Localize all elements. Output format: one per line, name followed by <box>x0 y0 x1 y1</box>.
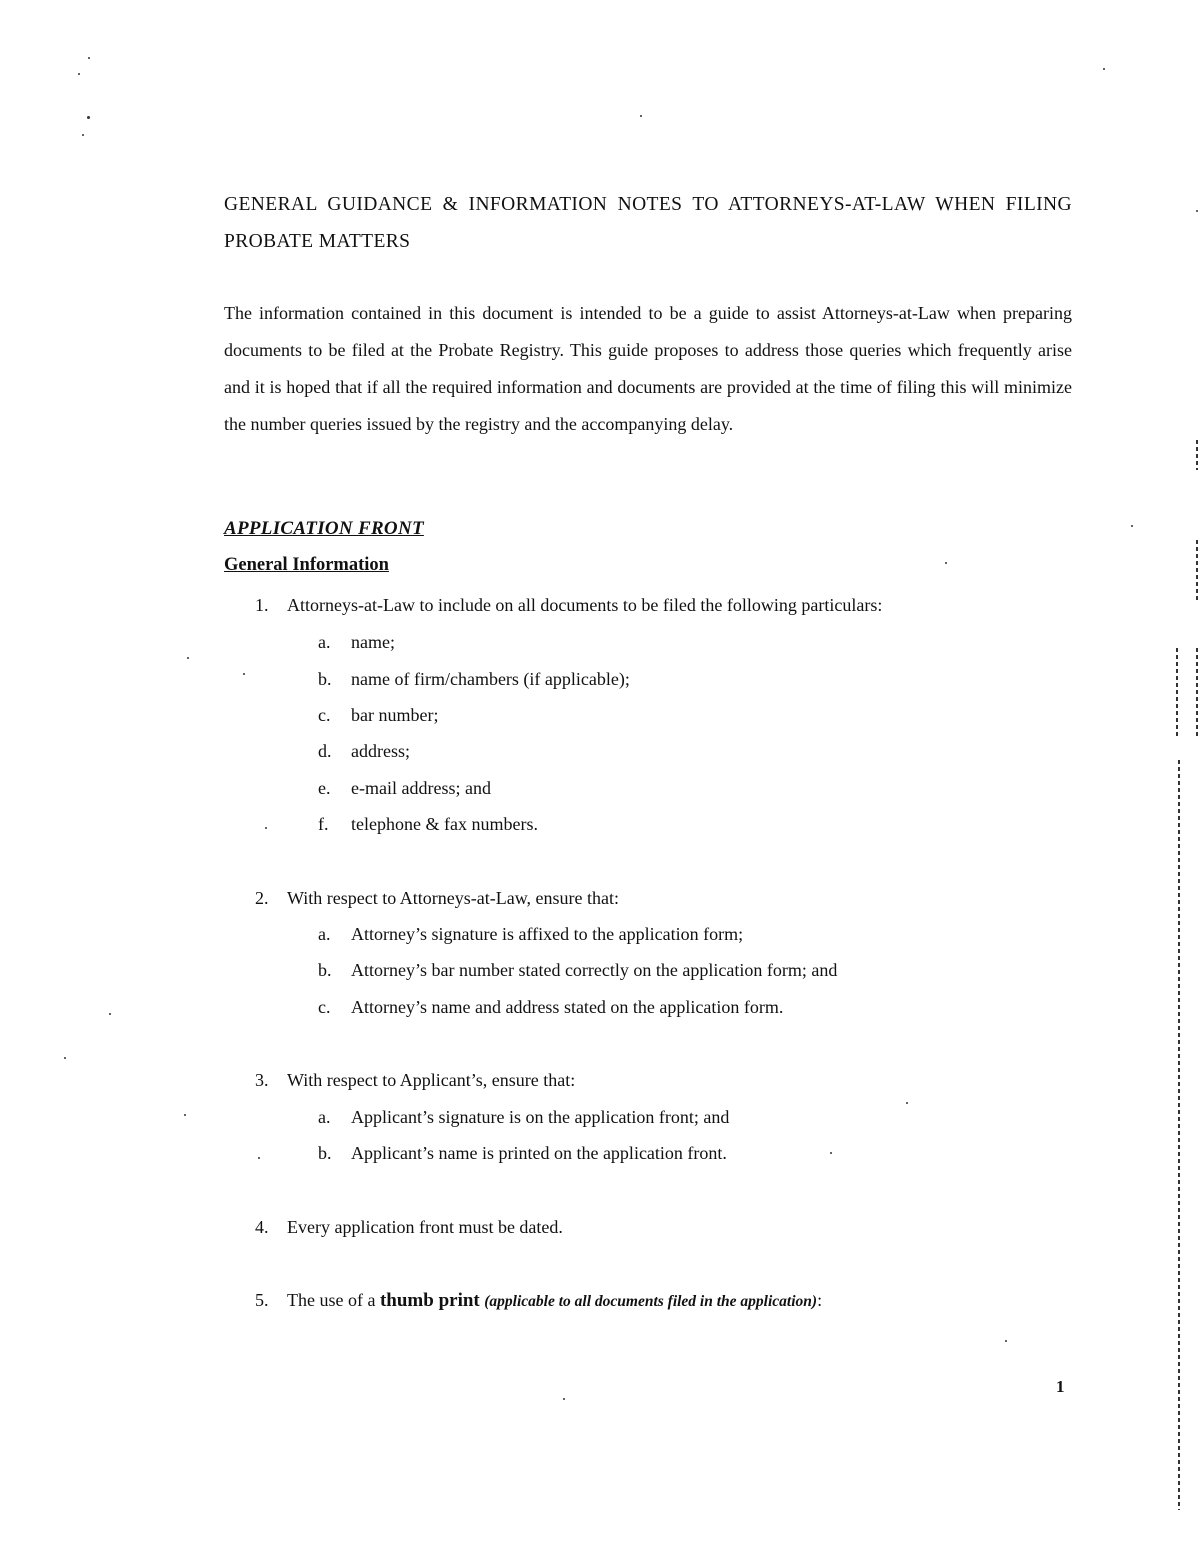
list-subitem <box>318 989 783 1025</box>
list-item-2 <box>255 880 619 916</box>
item-text: With respect to Attorneys-at-Law, ensure that: <box>287 888 619 908</box>
scan-speck <box>563 1398 565 1400</box>
list-subitem <box>318 624 395 660</box>
scan-edge-line <box>1196 540 1198 600</box>
list-subitem <box>318 806 538 842</box>
subitem-text: Applicant’s signature is on the application front; and <box>351 1107 730 1127</box>
scan-speck <box>1103 68 1105 70</box>
item-number: 3. <box>255 1070 269 1090</box>
scan-edge-line <box>1176 648 1178 738</box>
subitem-text: Attorney’s signature is affixed to the application form; <box>351 924 744 944</box>
subitem-letter: f. <box>318 814 329 834</box>
subitem-text: e-mail address; and <box>351 778 491 798</box>
list-subitem <box>318 770 491 806</box>
subitem-text: telephone & fax numbers. <box>351 814 538 834</box>
scan-speck <box>258 1157 260 1159</box>
item-number: 1. <box>255 595 269 615</box>
scan-speck <box>78 73 80 75</box>
scan-speck <box>64 1057 66 1059</box>
scan-edge-line <box>1196 648 1198 738</box>
list-item-3 <box>255 1062 575 1098</box>
document-title: GENERAL GUIDANCE & INFORMATION NOTES TO ATTORNEYS-AT-LAW WHEN FILING PROBATE MATTERS <box>224 194 1072 252</box>
intro-paragraph: The information contained in this document is intended to be a guide to assist Attorneys-at-Law when preparing documents to be filed at the Probate Registry. This guide proposes to address those queries which frequently arise and it is hoped that if all the required information and documents are provided at the time of filing this will minimize the number queries issued by the registry and the accompanying delay. <box>224 303 1072 434</box>
list-subitem <box>318 661 630 697</box>
scan-edge-line <box>1178 760 1180 1510</box>
item-text: Every application front must be dated. <box>287 1217 563 1237</box>
list-subitem <box>318 916 743 952</box>
item-text: Attorneys-at-Law to include on all documents to be filed the following particulars: <box>287 595 883 615</box>
subitem-letter: a. <box>318 924 331 944</box>
subitem-text: name; <box>351 632 395 652</box>
subheading: General Information <box>224 555 389 575</box>
subitem-letter: e. <box>318 778 331 798</box>
subitem-letter: a. <box>318 632 331 652</box>
subitem-letter: d. <box>318 741 332 761</box>
list-item-5 <box>255 1282 822 1320</box>
item-text-italic: (applicable to all documents filed in the application) <box>484 1293 818 1310</box>
list-item-4 <box>255 1209 563 1245</box>
item-number: 4. <box>255 1217 269 1237</box>
scan-speck <box>830 1152 832 1154</box>
subitem-text: name of firm/chambers (if applicable); <box>351 669 630 689</box>
subitem-text: Attorney’s bar number stated correctly on the application form; and <box>351 960 838 980</box>
scan-speck <box>640 115 642 117</box>
list-subitem <box>318 952 837 988</box>
scan-speck <box>87 116 90 119</box>
subitem-text: Attorney’s name and address stated on the application form. <box>351 997 784 1017</box>
item-text-after: : <box>817 1290 823 1310</box>
list-subitem <box>318 733 410 769</box>
subitem-letter: c. <box>318 997 331 1017</box>
scan-speck <box>265 827 267 829</box>
scan-speck <box>88 57 90 59</box>
scan-speck <box>184 1114 186 1116</box>
subitem-text: Applicant’s name is printed on the application front. <box>351 1143 727 1163</box>
scan-speck <box>945 562 947 564</box>
subitem-text: bar number; <box>351 705 439 725</box>
item-text-strong: thumb print <box>379 1290 480 1311</box>
list-subitem <box>318 1135 727 1171</box>
scan-speck <box>1131 525 1133 527</box>
subitem-letter: b. <box>318 669 332 689</box>
page-number: 1 <box>1056 1377 1065 1396</box>
item-number: 5. <box>255 1290 269 1310</box>
scan-speck <box>82 134 84 136</box>
section-heading: APPLICATION FRONT <box>224 518 424 539</box>
item-text-before: The use of a <box>287 1290 380 1310</box>
list-subitem <box>318 697 438 733</box>
item-text: With respect to Applicant’s, ensure that: <box>287 1070 576 1090</box>
subitem-letter: b. <box>318 1143 332 1163</box>
scan-edge-line <box>1196 440 1198 470</box>
subitem-letter: a. <box>318 1107 331 1127</box>
subitem-letter: c. <box>318 705 331 725</box>
scan-speck <box>1005 1340 1007 1342</box>
scan-speck <box>906 1102 908 1104</box>
scan-speck <box>187 657 189 659</box>
scan-speck <box>1196 210 1198 212</box>
subitem-letter: b. <box>318 960 332 980</box>
list-subitem <box>318 1099 729 1135</box>
scan-speck <box>243 673 245 675</box>
scan-speck <box>109 1013 111 1015</box>
list-item-1 <box>255 587 882 623</box>
subitem-text: address; <box>351 741 410 761</box>
item-number: 2. <box>255 888 269 908</box>
